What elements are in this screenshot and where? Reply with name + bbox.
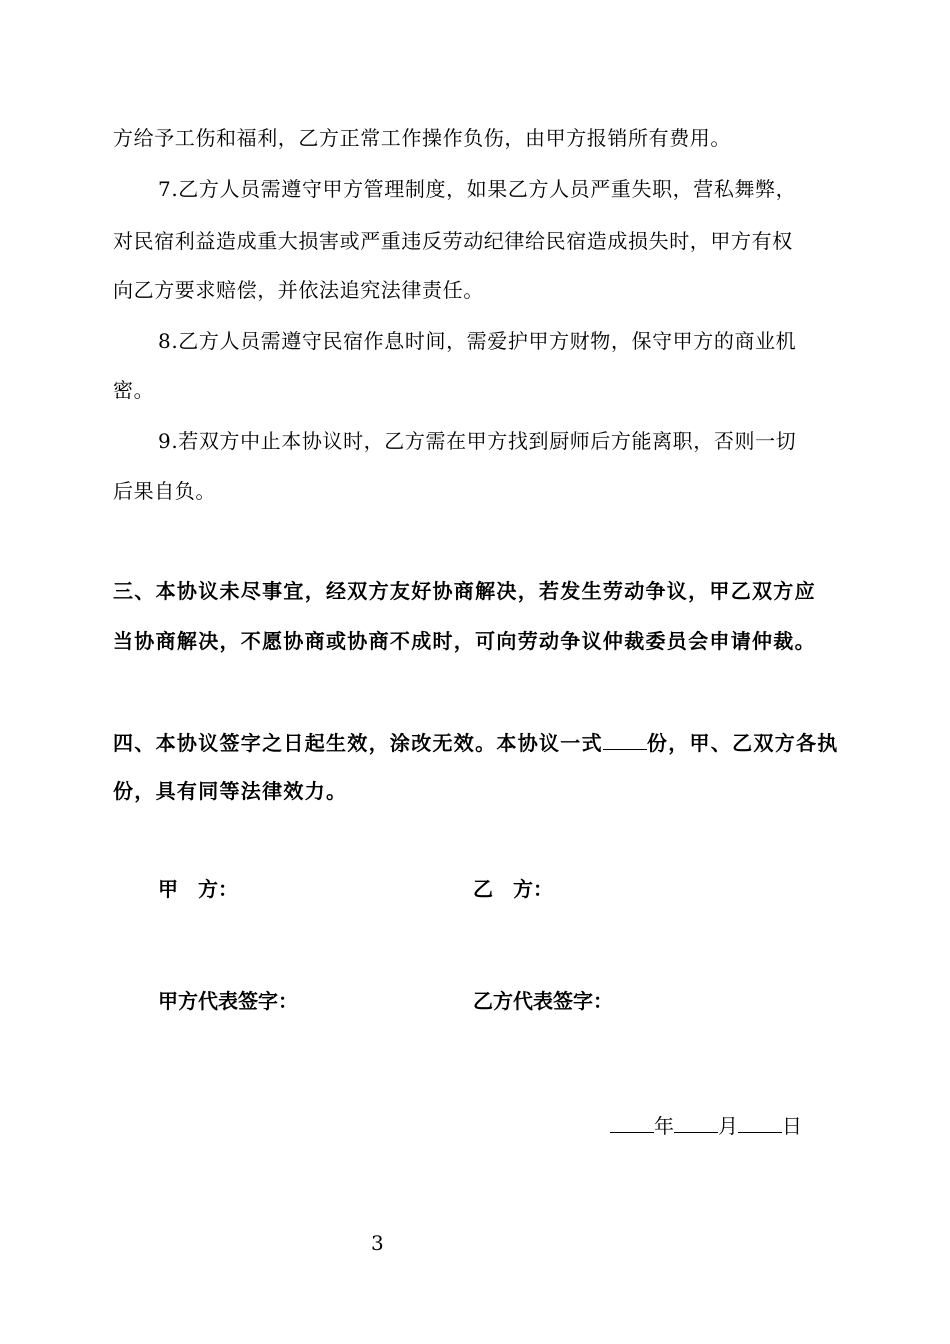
- month-blank[interactable]: [674, 1110, 718, 1133]
- item9-line1: 9.若双方中止本协议时，乙方需在甲方找到厨师后方能离职，否则一切: [158, 429, 797, 453]
- party-b-label: 乙 方：: [473, 877, 553, 901]
- item7-line2: 对民宿利益造成重大损害或严重违反劳动纪律给民宿造成损失时，甲方有权: [113, 229, 793, 253]
- day-blank[interactable]: [738, 1110, 782, 1133]
- clause3-line1: 三、本协议未尽事宜，经双方友好协商解决，若发生劳动争议，甲乙双方应: [113, 579, 816, 603]
- party-b-rep-signature-label: 乙方代表签字：: [473, 989, 613, 1013]
- year-blank[interactable]: [610, 1110, 654, 1133]
- party-a-label: 甲 方：: [158, 877, 238, 901]
- item7-line3: 向乙方要求赔偿，并依法追究法律责任。: [113, 278, 484, 302]
- page-number: 3: [371, 1231, 384, 1255]
- party-a-rep-signature-label: 甲方代表签字：: [158, 989, 298, 1013]
- clause4-text-after-blank: 份，甲、乙双方各执: [646, 731, 839, 755]
- clause3-line2: 当协商解决，不愿协商或协商不成时，可向劳动争议仲裁委员会申请仲裁。: [113, 629, 816, 653]
- signing-date: [610, 1110, 802, 1140]
- clause4-line2: 份，具有同等法律效力。: [113, 779, 348, 803]
- item9-line2: 后果自负。: [113, 479, 216, 503]
- item8-line2: 密。: [113, 378, 155, 402]
- year-label: 年: [654, 1114, 674, 1138]
- day-label: 日: [782, 1114, 802, 1138]
- item8-line1: 8.乙方人员需遵守民宿作息时间，需爱护甲方财物，保守甲方的商业机: [158, 329, 797, 353]
- clause2-continuation-line: 方给予工伤和福利，乙方正常工作操作负伤，由甲方报销所有费用。: [113, 126, 731, 150]
- clause4-text-before-blank: 四、本协议签字之日起生效，涂改无效。本协议一式: [113, 731, 603, 755]
- item7-line1: 7.乙方人员需遵守甲方管理制度，如果乙方人员严重失职，营私舞弊，: [158, 177, 797, 201]
- month-label: 月: [718, 1114, 738, 1138]
- copies-blank[interactable]: [603, 727, 647, 750]
- clause4-line1: [113, 727, 863, 757]
